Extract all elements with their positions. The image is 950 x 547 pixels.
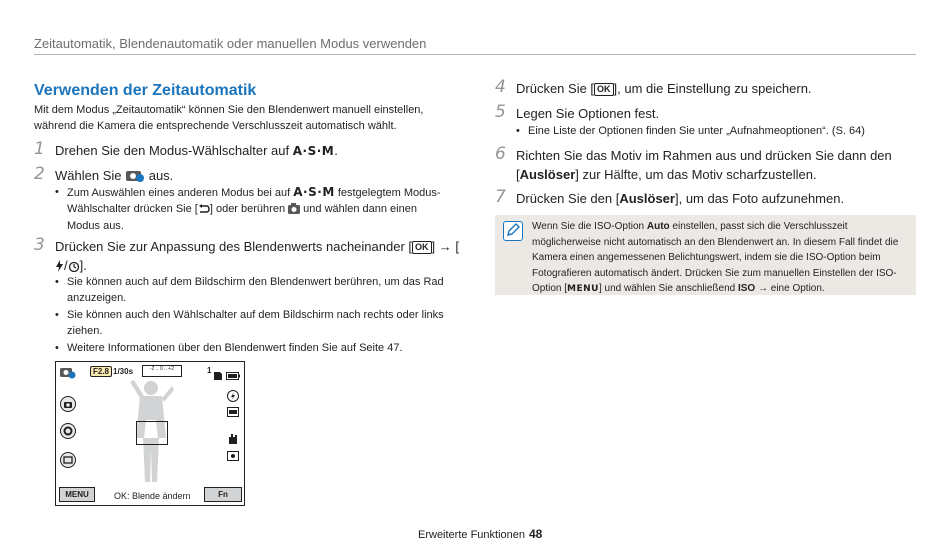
step-3-end: ]. <box>79 258 87 273</box>
memory-card-icon <box>214 367 222 385</box>
step-number: 4 <box>495 77 506 97</box>
step-number: 6 <box>495 144 506 164</box>
display-icon <box>60 452 76 473</box>
bullet-text: Zum Auswählen eines anderen Modus bei auf <box>67 187 294 199</box>
battery-icon <box>226 367 240 385</box>
note-auto-label: Auto <box>646 221 670 232</box>
aperture-priority-mode-icon <box>60 366 76 384</box>
back-icon <box>198 204 210 220</box>
shutter-button-label: Auslöser <box>519 167 576 182</box>
list-item: • Eine Liste der Optionen finden Sie unter „Aufnahmeoptionen“. (S. 64) <box>516 124 916 140</box>
aperture-change-hint: OK: Blende ändern <box>114 491 191 501</box>
note-pencil-icon <box>503 221 523 241</box>
step-5-bullets <box>516 124 916 142</box>
bullet-text: festgelegtem Modus-Wählschalter drücken Sie [ <box>67 187 441 215</box>
list-item: • Sie können auch den Wählschalter auf dem Bildschirm nach rechts oder links ziehen. <box>55 308 455 339</box>
step-6-text: Richten Sie das Motiv im Rahmen aus und drücken Sie dann den <box>516 148 892 163</box>
settings-icon <box>60 423 76 444</box>
step-6-end: ] zur Hälfte, um das Motiv scharfzustellen. <box>575 167 817 182</box>
focus-frame <box>136 421 168 445</box>
list-item <box>55 185 453 235</box>
asm-mode-icon: A·S·M <box>293 185 335 199</box>
step-number: 5 <box>495 102 506 122</box>
shutter-button-label: Auslöser <box>619 191 675 206</box>
step-number: 2 <box>34 164 45 184</box>
step-number: 3 <box>34 235 45 255</box>
step-7-text: Drücken Sie den [ <box>516 191 620 206</box>
step-4 <box>495 79 916 98</box>
metering-icon <box>227 448 239 466</box>
step-3-text-mid: ] → [ <box>431 239 459 254</box>
step-number: 1 <box>34 139 45 159</box>
step-4-end: ], um die Einstellung zu speichern. <box>613 81 812 96</box>
ok-button-icon: OK <box>412 241 432 254</box>
footer <box>418 527 542 541</box>
list-item: • Weitere Informationen über den Blendenwert finden Sie auf Seite 47. <box>55 341 455 357</box>
shot-count: 1 <box>207 366 212 375</box>
asm-mode-icon: A·S·M <box>292 144 335 158</box>
bullet-text: ] oder berühren <box>209 202 289 215</box>
step-3-text: Drücken Sie zur Anpassung des Blendenwerts nacheinander [ <box>55 239 412 254</box>
step-1 <box>34 141 454 161</box>
section-intro: Mit dem Modus „Zeitautomatik“ können Sie den Blendenwert manuell einstellen, während die Kamera die entsprechende Verschlusszeit automatisch wählt. <box>34 104 424 132</box>
footer-label: Erweiterte Funktionen <box>418 529 525 541</box>
step-1-text: Drehen Sie den Modus-Wählschalter auf <box>55 143 293 158</box>
menu-button[interactable]: MENU <box>59 487 95 502</box>
header-divider <box>34 54 916 55</box>
step-5-text: Legen Sie Optionen fest. <box>516 106 660 121</box>
step-3: 3 Drücken Sie zur Anpassung des Blendenwerts nacheinander [ OK ] → [/ ]. <box>34 237 459 277</box>
note-text-part: Wenn Sie die ISO-Option <box>532 221 647 232</box>
note-text-part: → eine Option. <box>755 283 825 294</box>
step-7-end: ], um das Foto aufzunehmen. <box>674 191 845 206</box>
ok-button-icon: OK <box>594 83 614 96</box>
note-text-part: einstellen, passt sich die Verschlusszeit möglicherweise nicht automatisch an den Blendenwert an. In diesem Fall findet die Kamera einen angemessenen Belichtungswert, indem sie die ISO-Option beim Fotografieren automatisch ändert. Drücken Sie zum manuellen Einstellen der ISO-Option [ <box>532 221 899 294</box>
page-number: 48 <box>529 527 543 541</box>
step-4-text: Drücken Sie [ <box>516 81 595 96</box>
resolution-icon <box>227 404 239 422</box>
step-2-text: Wählen Sie <box>55 168 126 183</box>
step-3-bullets <box>55 275 455 359</box>
step-5 <box>495 104 916 123</box>
shutter-speed: 1/30s <box>113 367 134 376</box>
bullet-text: und wählen dann einen Modus aus. <box>67 202 417 232</box>
step-2 <box>34 166 454 187</box>
note-text <box>532 219 907 298</box>
step-6 <box>495 146 916 184</box>
note-box <box>495 215 916 295</box>
step-1-end: . <box>334 143 338 158</box>
camera-screen-illustration <box>55 361 245 506</box>
section-title: Verwenden der Zeitautomatik <box>34 82 257 99</box>
camera-mode-icon <box>60 396 76 417</box>
header-title: Zeitautomatik, Blendenautomatik oder manuellen Modus verwenden <box>34 36 427 51</box>
step-7 <box>495 189 916 208</box>
step-6-text-2: [ <box>516 167 520 182</box>
aperture-value: F2.8 <box>90 366 112 377</box>
fn-button[interactable]: Fn <box>204 487 242 502</box>
step-2-bullets <box>55 185 453 237</box>
note-text-part: ] und wählen Sie anschließend <box>598 283 738 294</box>
camera-mode-icon <box>288 203 300 220</box>
menu-key-icon: MENU <box>567 284 599 294</box>
step-number: 7 <box>495 187 506 207</box>
exposure-scale: -2 .. 0 .. +2 <box>142 365 182 377</box>
note-iso-label: ISO <box>737 283 756 294</box>
step-2-end: aus. <box>148 168 174 183</box>
list-item: • Sie können auch auf dem Bildschirm den Blendenwert berühren, um das Rad anzuzeigen. <box>55 275 455 306</box>
